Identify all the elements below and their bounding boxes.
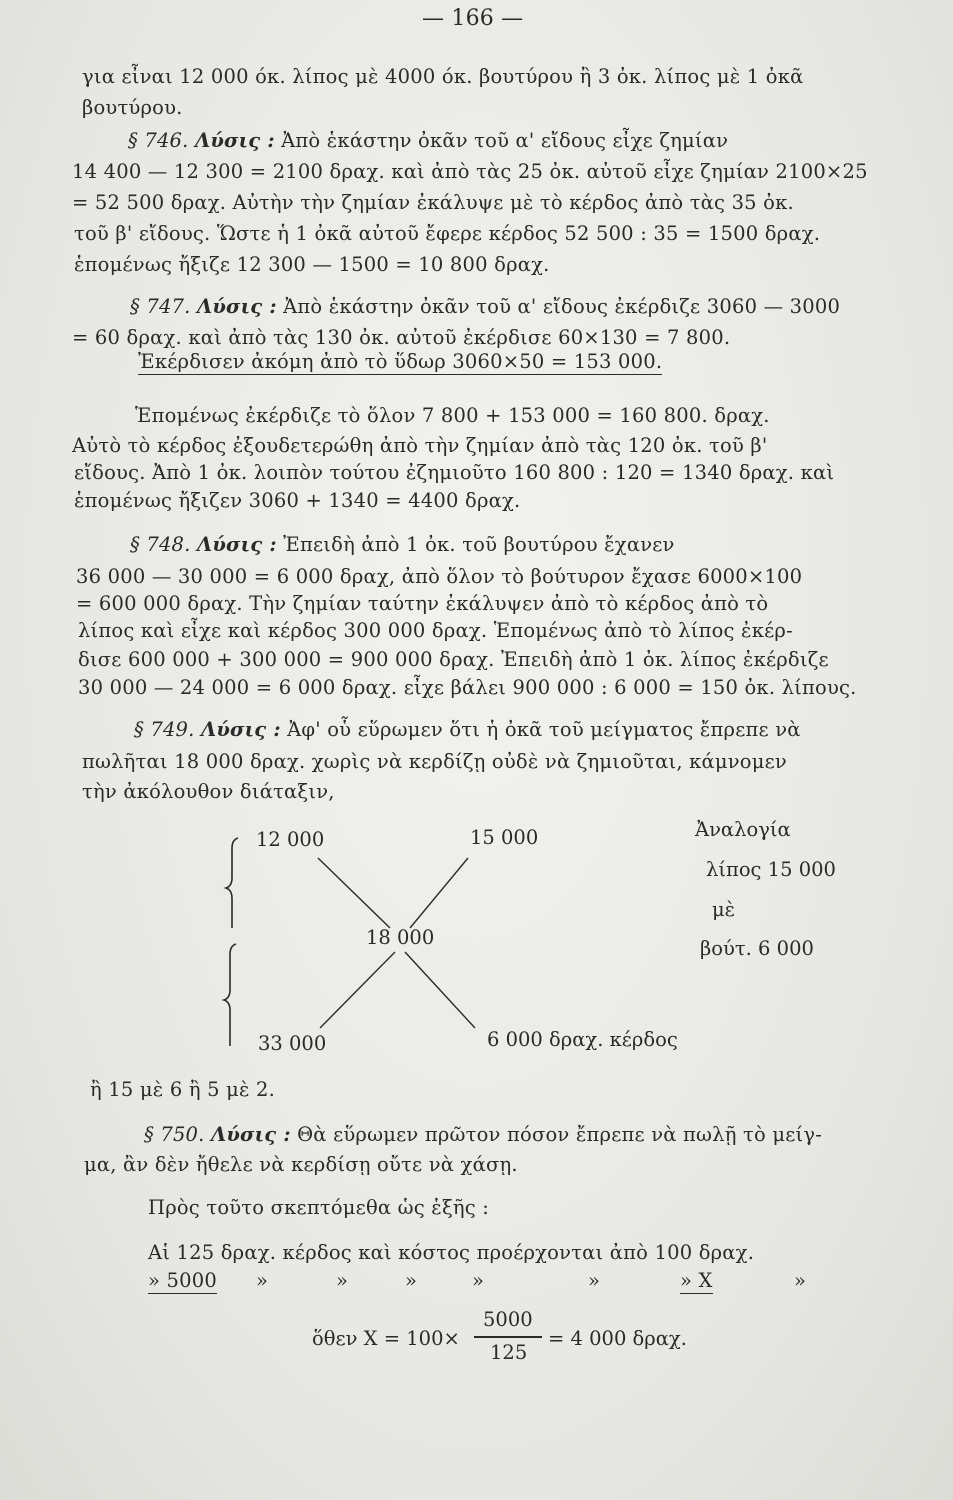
ditto-x	[680, 1271, 713, 1291]
section-750-heading	[144, 1125, 822, 1145]
section-text: Ἀπὸ ἑκάστην ὀκᾶν τοῦ α' εἴδους εἶχε	[281, 129, 653, 152]
text-line: ἑπομένως ἤξιζεν 3060 + 1340 = 4400 δραχ.	[74, 489, 521, 512]
analogy-title: Ἀναλογία	[695, 818, 791, 841]
text-line: = 52 500 δραχ. Αὐτὴν τὴν ζημίαν ἐκάλυψε μὲ τὸ κέρδος ἀπὸ τὰς 35 ὀκ.	[72, 191, 794, 214]
section-number: § 747.	[130, 295, 191, 318]
text-line: τὴν ἀκόλουθον διάταξιν,	[82, 780, 335, 803]
solution-label: Λύσις :	[210, 1123, 291, 1146]
cross-line-bottom-right	[405, 952, 475, 1028]
formula-lhs: ὅθεν X = 100×	[312, 1327, 460, 1350]
section-text: ζημίαν	[659, 129, 729, 152]
text-line: μα, ἂν δὲν ἤθελε νὰ κερδίσῃ οὔτε νὰ χάσῃ.	[84, 1153, 518, 1176]
ditto-x-value: » X	[680, 1269, 713, 1292]
text-line: Αὐτὸ τὸ κέρδος ἐξουδετερώθη ἀπὸ τὴν ζημίαν ἀπὸ τὰς 120 ὀκ. τοῦ β'	[72, 434, 768, 457]
left-brace-lower	[224, 944, 236, 1046]
text-line: 14 400 — 12 300 = 2100 δραχ. καὶ ἀπὸ τὰς 25 ὀκ. αὐτοῦ εἶχε ζημίαν 2100×25	[72, 160, 868, 183]
section-number: § 750.	[144, 1123, 205, 1146]
text-line: πωλῆται 18 000 δραχ. χωρὶς νὰ κερδίζῃ οὐδὲ νὰ ζημιοῦται, κάμνομεν	[82, 750, 787, 773]
analogy-row-3: βούτ. 6 000	[700, 937, 814, 960]
ditto-mark-last: »	[794, 1269, 807, 1292]
analogy-row-2: μὲ	[712, 898, 736, 921]
ditto-mark: »	[256, 1269, 269, 1292]
diagram-bottom-right: 6 000 δραχ. κέρδος	[487, 1028, 678, 1051]
diagram-bottom-left: 33 000	[258, 1032, 327, 1055]
formula-rhs: = 4 000 δραχ.	[548, 1327, 687, 1350]
solution-label: Λύσις :	[196, 295, 277, 318]
cross-line-bottom-left	[320, 952, 395, 1028]
text-line: 30 000 — 24 000 = 6 000 δραχ. εἶχε βάλει 900 000 : 6 000 = 150 ὀκ. λίπους.	[78, 676, 857, 699]
text-line: εἴδους. Ἀπὸ 1 ὀκ. λοιπὸν τούτου ἐζημιοῦτο 160 800 : 120 = 1340 δραχ. καὶ	[74, 461, 835, 484]
ratio-result: ἢ 15 μὲ 6 ἢ 5 μὲ 2.	[90, 1078, 276, 1101]
diagram-center: 18 000	[366, 926, 435, 949]
solution-label: Λύσις :	[200, 718, 281, 741]
solution-label: Λύσις :	[194, 129, 275, 152]
text-line: για εἶναι 12 000 όκ. λίπος μὲ 4000 όκ. βουτύρου ἢ 3 ὀκ. λίπος μὲ 1 ὀκᾶ	[82, 65, 804, 88]
underlined-sum: Ἐκέρδισεν ἀκόμη ἀπὸ τὸ ὕδωρ 3060×50 = 153 000.	[138, 350, 663, 373]
formula-denominator: 125	[490, 1341, 528, 1364]
cross-line-top-left	[318, 858, 390, 928]
analogy-row-1: λίπος 15 000	[706, 858, 836, 881]
section-number: § 748.	[130, 533, 191, 556]
text-line: Πρὸς τοῦτο σκεπτόμεθα ὡς ἑξῆς :	[148, 1196, 490, 1219]
text-line: βουτύρου.	[82, 96, 183, 119]
left-brace-upper	[226, 838, 238, 928]
section-number: § 746.	[128, 129, 189, 152]
section-number: § 749.	[134, 718, 195, 741]
section-text: Ἀπὸ ἑκάστην ὀκᾶν τοῦ α' εἴδους ἐκέρδιζε 3060 — 3000	[283, 295, 841, 318]
diagram-top-left: 12 000	[256, 828, 325, 851]
section-text: Ἐπειδὴ ἀπὸ 1 ὀκ. τοῦ βουτύρου ἔχανεν	[283, 533, 675, 556]
ditto-mark: »	[336, 1269, 349, 1292]
text-line: = 600 000 δραχ. Τὴν ζημίαν ταύτην ἐκάλυψεν ἀπὸ τὸ κέρδος ἀπὸ τὸ	[76, 592, 769, 615]
text-line: 36 000 — 30 000 = 6 000 δραχ, ἀπὸ ὅλον τὸ βούτυρον ἔχασε 6000×100	[76, 565, 803, 588]
ditto-mark: »	[472, 1269, 485, 1292]
ditto-first-value: » 5000	[148, 1269, 217, 1292]
ditto-mark: »	[405, 1269, 418, 1292]
text-line: Αἱ 125 δραχ. κέρδος καὶ κόστος προέρχονται ἀπὸ 100 δραχ.	[148, 1241, 755, 1264]
text-line: λίπος καὶ εἶχε καὶ κέρδος 300 000 δραχ. Ἑπομένως ἀπὸ τὸ λίπος ἐκέρ-	[78, 619, 793, 642]
fraction-bar	[474, 1336, 542, 1338]
page-number: — 166 —	[422, 6, 524, 31]
formula-numerator: 5000	[483, 1308, 533, 1331]
ditto-first	[148, 1271, 217, 1291]
text-line: δισε 600 000 + 300 000 = 900 000 δραχ. Ἐπειδὴ ἀπὸ 1 ὀκ. λίπος ἐκέρδιζε	[78, 648, 829, 671]
text-line: ἑπομένως ἤξιζε 12 300 — 1500 = 10 800 δραχ.	[74, 253, 550, 276]
text-line: = 60 δραχ. καὶ ἀπὸ τὰς 130 ὀκ. αὐτοῦ ἐκέρδισε 60×130 = 7 800.	[72, 326, 731, 349]
section-text: Ἀφ' οὗ εὕρωμεν ὅτι ἡ ὀκᾶ τοῦ μείγματος ἔπρεπε νὰ	[287, 718, 801, 741]
text-line: τοῦ β' εἴδους. Ὥστε ἡ 1 ὀκᾶ αὐτοῦ ἔφερε κέρδος 52 500 : 35 = 1500 δραχ.	[74, 222, 821, 245]
section-text: Θὰ εὕρωμεν πρῶτον πόσον ἔπρεπε νὰ πωλῇ τὸ μείγ-	[297, 1123, 822, 1146]
cross-line-top-right	[410, 858, 468, 928]
solution-label: Λύσις :	[196, 533, 277, 556]
ditto-mark: »	[588, 1269, 601, 1292]
diagram-top-right: 15 000	[470, 826, 539, 849]
text-line: Ἑπομένως ἐκέρδιζε τὸ ὅλον 7 800 + 153 000 = 160 800. δραχ.	[135, 404, 770, 427]
